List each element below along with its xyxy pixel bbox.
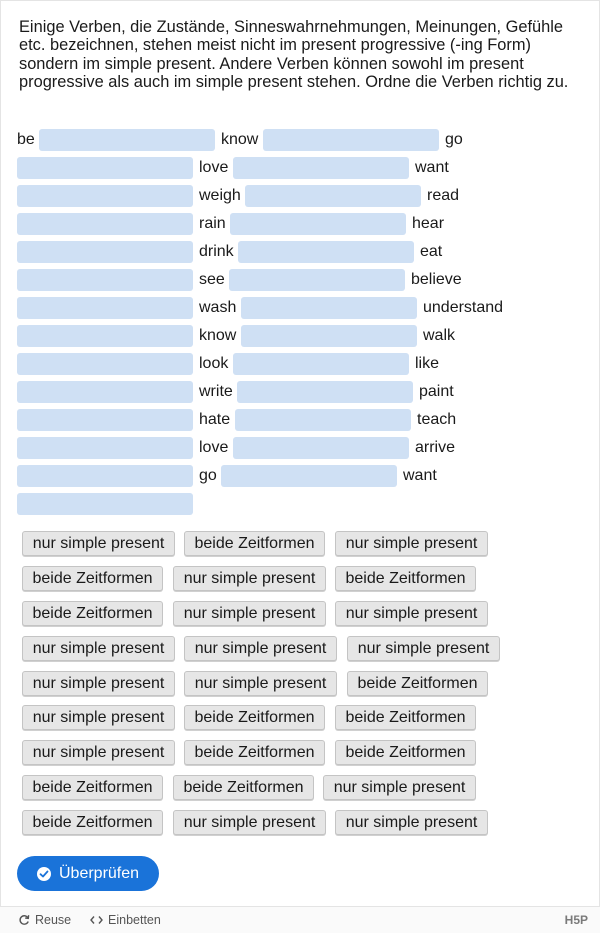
h5p-logo: H5P: [564, 913, 588, 927]
drop-zone[interactable]: [238, 241, 414, 263]
verb-label: hate: [199, 411, 231, 428]
verb-label: see: [199, 271, 225, 288]
verb-label: walk: [423, 327, 456, 344]
draggable-option[interactable]: beide Zeitformen: [335, 566, 476, 591]
verb-label: write: [199, 383, 233, 400]
verb-label: want: [403, 467, 437, 484]
draggable-option[interactable]: nur simple present: [335, 601, 488, 626]
drop-zone[interactable]: [17, 437, 193, 459]
draggable-option[interactable]: beide Zeitformen: [22, 810, 163, 835]
verb-label: want: [415, 159, 449, 176]
check-answers-button[interactable]: [17, 856, 159, 891]
verb-label: read: [427, 187, 460, 204]
embed-icon: [90, 915, 103, 925]
drop-zone[interactable]: [233, 353, 409, 375]
drop-zone[interactable]: [235, 409, 411, 431]
drop-zone[interactable]: [17, 185, 193, 207]
draggable-option[interactable]: nur simple present: [184, 636, 337, 661]
verb-label: wash: [199, 299, 237, 316]
drop-zone[interactable]: [233, 437, 409, 459]
draggable-option[interactable]: nur simple present: [347, 636, 500, 661]
drop-zone[interactable]: [17, 493, 193, 515]
draggable-option[interactable]: nur simple present: [22, 636, 175, 661]
verb-label: go: [445, 131, 463, 148]
drop-zone[interactable]: [39, 129, 215, 151]
drop-zone[interactable]: [233, 157, 409, 179]
draggable-option[interactable]: nur simple present: [22, 531, 175, 556]
verb-label: go: [199, 467, 217, 484]
verb-label: be: [17, 131, 35, 148]
draggable-option[interactable]: beide Zeitformen: [173, 775, 314, 800]
verb-label: arrive: [415, 439, 456, 456]
drop-zone[interactable]: [245, 185, 421, 207]
check-answers-label: Überprüfen: [59, 865, 140, 882]
draggable-option[interactable]: beide Zeitformen: [22, 601, 163, 626]
draggable-option[interactable]: beide Zeitformen: [184, 531, 325, 556]
drop-zone[interactable]: [17, 353, 193, 375]
drop-zone[interactable]: [230, 213, 406, 235]
drop-zone[interactable]: [17, 381, 193, 403]
verb-label: eat: [420, 243, 443, 260]
reuse-link[interactable]: [18, 913, 71, 927]
verb-label: drink: [199, 243, 234, 260]
draggable-option[interactable]: nur simple present: [22, 705, 175, 730]
verb-label: know: [199, 327, 237, 344]
drop-zone[interactable]: [237, 381, 413, 403]
drop-zone[interactable]: [17, 409, 193, 431]
draggable-option[interactable]: nur simple present: [22, 671, 175, 696]
draggable-option[interactable]: nur simple present: [335, 531, 488, 556]
check-circle-icon: [37, 867, 51, 881]
drop-zone[interactable]: [17, 465, 193, 487]
instructions-text: Einige Verben, die Zustände, Sinneswahrnehmungen, Meinungen, Gefühle etc. bezeichnen, stehen meist nicht im present progressive (-ing Form) sondern im simple present. Andere Verben können sowohl im present progressive als auch im simple present stehen. Ordne die Verben richtig zu.: [19, 18, 569, 91]
reuse-label: Reuse: [35, 913, 72, 927]
draggable-option[interactable]: nur simple present: [22, 740, 175, 765]
draggable-option[interactable]: nur simple present: [323, 775, 476, 800]
draggable-option[interactable]: nur simple present: [173, 601, 326, 626]
drop-zone[interactable]: [229, 269, 405, 291]
draggable-option[interactable]: beide Zeitformen: [22, 566, 163, 591]
verb-label: teach: [417, 411, 457, 428]
drop-zone[interactable]: [17, 325, 193, 347]
draggable-option[interactable]: beide Zeitformen: [335, 705, 476, 730]
draggable-option[interactable]: nur simple present: [173, 566, 326, 591]
draggable-option[interactable]: beide Zeitformen: [335, 740, 476, 765]
draggable-option[interactable]: beide Zeitformen: [184, 705, 325, 730]
verb-label: believe: [411, 271, 462, 288]
verb-label: love: [199, 439, 229, 456]
embed-link[interactable]: [90, 913, 161, 927]
drop-zone[interactable]: [17, 213, 193, 235]
verb-label: rain: [199, 215, 226, 232]
verb-label: know: [221, 131, 259, 148]
draggable-option[interactable]: nur simple present: [335, 810, 488, 835]
draggable-option[interactable]: beide Zeitformen: [184, 740, 325, 765]
drop-zone[interactable]: [17, 269, 193, 291]
reuse-icon: [18, 914, 30, 926]
verb-label: love: [199, 159, 229, 176]
drop-zone[interactable]: [241, 325, 417, 347]
drop-zone[interactable]: [17, 157, 193, 179]
draggable-option[interactable]: beide Zeitformen: [22, 775, 163, 800]
verb-label: weigh: [199, 187, 241, 204]
verb-label: hear: [412, 215, 445, 232]
drop-zone[interactable]: [17, 297, 193, 319]
footer-bar: [0, 906, 600, 933]
verb-label: understand: [423, 299, 504, 316]
draggable-option[interactable]: beide Zeitformen: [347, 671, 488, 696]
drop-zone[interactable]: [241, 297, 417, 319]
drop-zone[interactable]: [221, 465, 397, 487]
verb-label: like: [415, 355, 440, 372]
drop-zone[interactable]: [17, 241, 193, 263]
embed-label: Einbetten: [108, 913, 161, 927]
verb-label: paint: [419, 383, 454, 400]
drop-zone[interactable]: [263, 129, 439, 151]
draggable-option[interactable]: nur simple present: [173, 810, 326, 835]
verb-label: look: [199, 355, 229, 372]
draggable-option[interactable]: nur simple present: [184, 671, 337, 696]
